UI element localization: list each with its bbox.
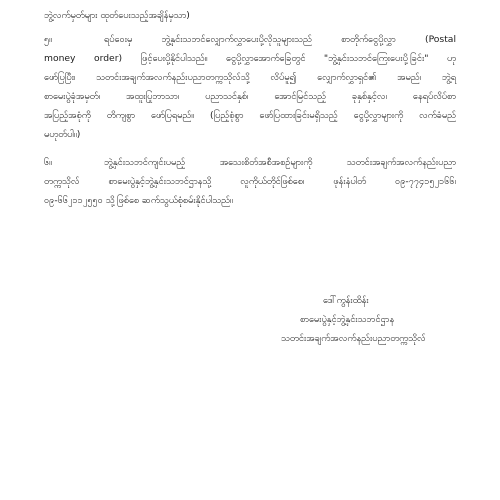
paragraph-6-line-3: ၀၉-၆၆၂၁၁၂၅၅၀ သို့ဖြစ်စေ ဆက်သွယ်စုံစမ်းနိုင်ပါသည်။ — [44, 195, 233, 206]
continuation-line: ဘွဲ့လက်မှတ်များ ထုတ်ပေးသည့်အချိန်မှသာ) — [44, 10, 190, 21]
signature-department: စာမေးပွဲနှင့်ဘွဲ့နှင်းသဘင်ဌာန — [300, 314, 395, 325]
paragraph-6-line-2: တက္ကသိုလ် စာမေးပွဲနှင့်ဘွဲ့နှင်းသဘင်ဌာနသို့ လူကိုယ်တိုင်ဖြစ်စေ၊ ဖုန်းနံပါတ် ၀၉-၇၇၄၁၅၂၁၆၆၊ — [44, 176, 456, 187]
signature-organization: သတင်းအချက်အလက်နည်းပညာတက္ကသိုလ် — [281, 333, 426, 344]
paragraph-5-number: ၅။ — [44, 34, 52, 45]
paragraph-5-line-6: မဟုတ်ပါ။) — [44, 129, 81, 140]
paragraph-5-line-3: ဖော်ပြပြီး၊ သတင်းအချက်အလက်နည်းပညာတက္ကသိုလ်သို့ လိပ်မူ၍ လျှောက်လွှာရှင်၏ အမည်၊ ဘွဲ့ရ — [44, 72, 456, 83]
paragraph-5-line-1: ရပ်ဝေးမှ ဘွဲ့နှင်းသဘင်လျှောက်လွှာပေးပို့လိုသူများသည် စာတိုက်ငွေပို့လွှာ (Postal — [104, 34, 456, 45]
paragraph-5-line-2: money order) ဖြင့်ပေးပို့နိုင်ပါသည်။ ငွေပို့လွှာအောက်ခြေတွင် "ဘွဲ့နှင်းသဘင်ကြေးပေးပို့ခြင်း" ဟု — [44, 53, 456, 64]
paragraph-5-line-4: စာမေးပွဲခုံအမှတ်၊ အထူးပြုဘာသာ၊ ပညာသင်နှစ်၊ အောင်မြင်သည့် ခုနှစ်နှင့်လ၊ နေရပ်လိပ်စာ — [44, 91, 456, 102]
signature-name: ဒေါ်ကွန်းထိန်း — [323, 295, 369, 306]
paragraph-5-line-5: အပြည့်အစုံကို တိကျစွာ ဖော်ပြရမည်။ (ပြည့်စုံစွာ ဖော်ပြထားခြင်းမရှိသည့် ငွေပို့လွှာများကို လက်ခံမည် — [44, 110, 456, 121]
paragraph-6-number: ၆။ — [44, 157, 52, 168]
paragraph-6-line-1: ဘွဲ့နှင်းသဘင်ကျင်းပမည့် အသေးစိတ်အစီအစဉ်များကို သတင်းအချက်အလက်နည်းပညာ — [104, 157, 456, 168]
